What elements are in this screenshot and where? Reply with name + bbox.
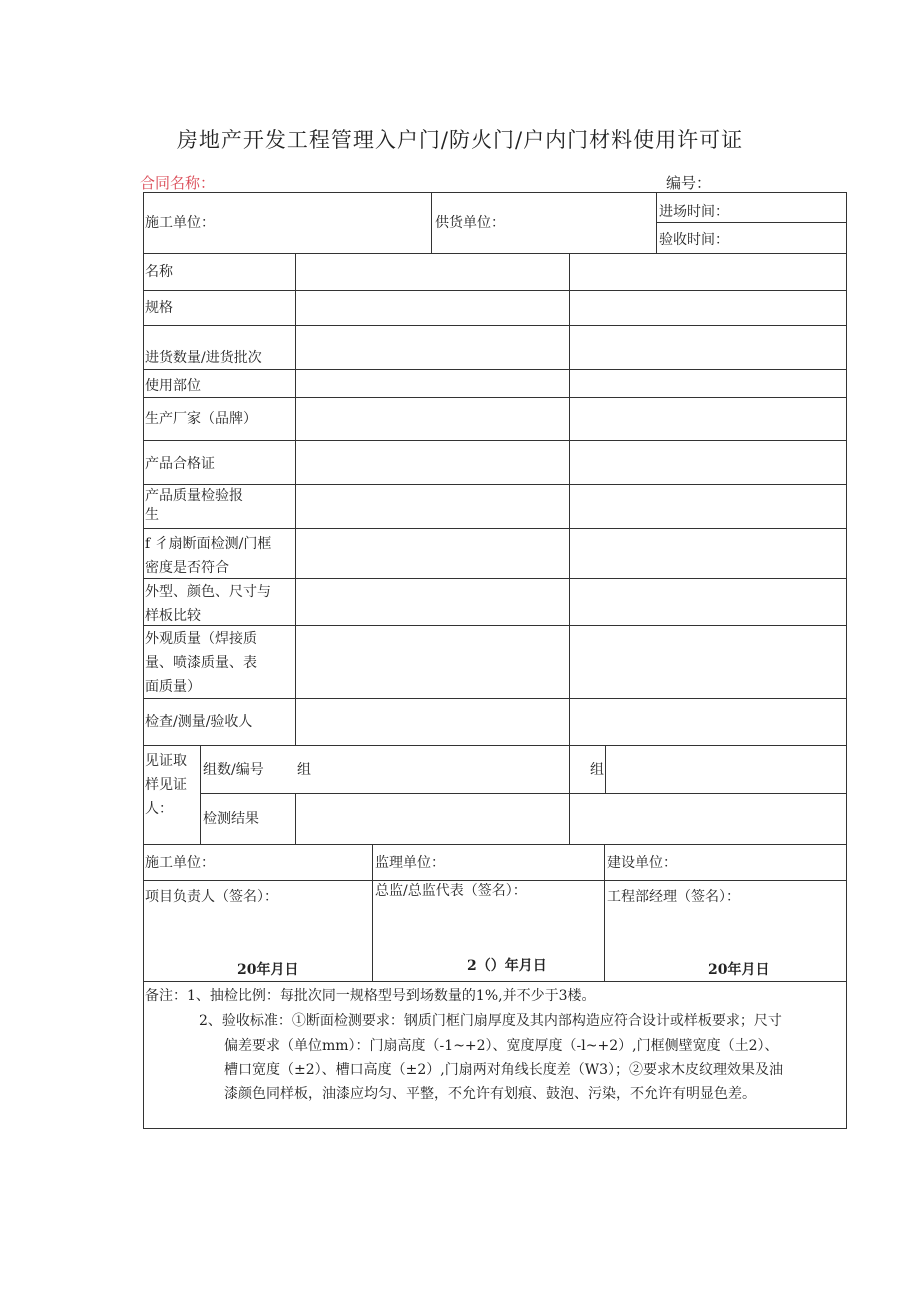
divider [143, 397, 846, 398]
divider [143, 325, 846, 326]
row-label-appearance-1: 外型、颜色、尺寸与 [145, 584, 271, 600]
sig-construction-unit: 施工单位： [145, 855, 215, 871]
row-label-section-2: 密度是否符合 [145, 560, 229, 576]
row-label-name: 名称 [145, 264, 173, 280]
sig-chief-supervisor: 总监/总监代表（签名）： [375, 883, 527, 899]
supply-unit-label: 供货单位： [435, 215, 505, 231]
row-label-quantity: 进货数量/进货批次 [145, 350, 262, 366]
row-label-section-1: f 彳扇断面检测/门框 [145, 536, 272, 552]
entry-time-label: 进场时间： [659, 204, 729, 220]
remarks-line-3: 偏差要求（单位mm）：门扇高度（-1~+2）、宽度厚度（-l~+2）,门框侧壁宽度（土2）、 [224, 1038, 779, 1054]
divider [143, 253, 846, 254]
remarks-line-2: 2、验收标准：①断面检测要求：钢质门框门扇厚度及其内部构造应符合设计或样板要求；尺寸 [199, 1013, 782, 1029]
witness-label-3: 人： [145, 801, 173, 817]
divider [431, 192, 432, 253]
divider [143, 440, 846, 441]
table-border-right [846, 192, 847, 1129]
divider [295, 793, 296, 844]
row-label-visual-3: 面质量） [145, 679, 201, 695]
serial-number-label: 编号： [666, 174, 712, 192]
divider [143, 844, 846, 845]
divider [143, 484, 846, 485]
contract-name-label: 合同名称： [140, 174, 216, 192]
sig-owner-unit: 建设单位： [607, 855, 677, 871]
group-a-label: 组 [297, 762, 311, 778]
divider [143, 880, 846, 881]
divider [143, 745, 846, 746]
row-label-appearance-2: 样板比较 [145, 608, 201, 624]
row-label-certificate: 产品合格证 [145, 456, 215, 472]
divider [143, 290, 846, 291]
divider [604, 844, 605, 982]
divider [372, 844, 373, 982]
table-border-left [143, 192, 144, 1129]
witness-label-1: 见证取 [145, 753, 187, 769]
table-border-top [143, 192, 846, 193]
divider [200, 745, 201, 844]
divider [569, 745, 570, 844]
sig-dept-manager: 工程部经理（签名）： [607, 889, 740, 905]
divider [143, 625, 846, 626]
group-number-label: 组数/编号 [203, 762, 264, 778]
sig-supervision-unit: 监理单位： [375, 855, 445, 871]
group-b-label: 组 [590, 762, 604, 778]
divider [143, 981, 846, 982]
remarks-line-5: 漆颜色同样板，油漆应均匀、平整，不允许有划痕、鼓泡、污染，不允许有明显色差。 [224, 1086, 756, 1102]
divider [143, 369, 846, 370]
divider [656, 222, 846, 223]
witness-label-2: 样见证 [145, 777, 187, 793]
sig-date-2: 2（）年月日 [467, 958, 547, 974]
test-result-label: 检测结果 [203, 811, 259, 827]
row-label-inspector: 检查/测量/验收人 [145, 714, 253, 730]
row-label-visual-2: 量、喷漆质量、表 [145, 655, 257, 671]
row-label-report-1: 产品质量检验报 [145, 488, 243, 504]
sig-date-3: 20年月日 [708, 962, 770, 978]
row-label-report-2: 生 [145, 507, 159, 523]
divider [569, 253, 570, 745]
sig-date-1: 20年月日 [237, 962, 299, 978]
divider [295, 253, 296, 745]
remarks-line-1: 备注：1、抽检比例：每批次同一规格型号到场数量的1%,并不少于3楼。 [145, 988, 596, 1004]
table-border-bottom [143, 1128, 847, 1129]
row-label-manufacturer: 生产厂家（品牌） [145, 411, 257, 427]
divider [605, 745, 606, 793]
divider [143, 578, 846, 579]
acceptance-time-label: 验收时间： [659, 232, 729, 248]
row-label-spec: 规格 [145, 300, 173, 316]
sig-project-manager: 项目负责人（签名）： [145, 889, 278, 905]
construction-unit-label: 施工单位： [145, 215, 215, 231]
page-title: 房地产开发工程管理入户门/防火门/户内门材料使用许可证 [176, 128, 744, 152]
divider [143, 698, 846, 699]
remarks-line-4: 槽口宽度（±2）、槽口高度（±2）,门扇两对角线长度差（W3）；②要求木皮纹理效果及油 [224, 1062, 784, 1078]
row-label-usage: 使用部位 [145, 378, 201, 394]
divider [200, 793, 846, 794]
row-label-visual-1: 外观质量（焊接质 [145, 631, 257, 647]
divider [143, 528, 846, 529]
